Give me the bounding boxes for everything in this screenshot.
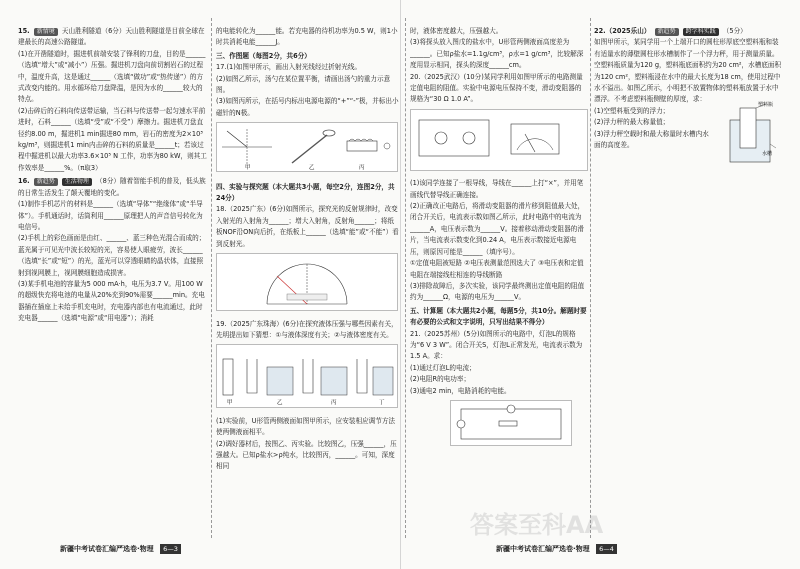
life-physics-tag: 生活物理 <box>62 178 92 186</box>
section-3-heading: 三、作图题（每图2分，共6分） <box>216 51 311 60</box>
page-fold <box>400 0 401 569</box>
question-20-options: ①定值电阻被短路 ②电压表测量范围选大了 ③电压表和定值电阻在端接线柱相连的导线断路 <box>410 259 584 279</box>
figure-label-jia: 甲 <box>245 165 251 172</box>
question-15-heading: 15. 新情境 天山胜利隧道（6分）天山胜利隧道是目前全球在建最长的高速公路隧道。 <box>18 27 205 47</box>
question-17-figures <box>216 122 398 172</box>
question-22-part-1: (1)空塑料瓶受到的浮力； <box>594 106 670 115</box>
bottle-label: 塑料瓶 <box>758 101 774 108</box>
question-20-intro: 20.（2025武汉）(10分)某同学利用如图甲所示的电路测量定值电阻的阻值。实验中电源电压保持不变，滑动变阻器的规格为“30 Ω 1.0 A”。 <box>410 72 583 104</box>
question-21-part-2: (2)电阻R的电功率； <box>410 375 471 384</box>
figure-label-bing: 丙 <box>359 165 365 172</box>
question-19-part-2: (1)实验前，U形管两侧液面如图甲所示，应安装相应调节方法使两侧液面相平。 <box>216 416 396 437</box>
watermark: 答案至科AA <box>470 511 604 539</box>
question-16-heading: 16. 新趋势 生活物理 （8分）随着智能手机的普及，低头族的日常生活发生了颠天覆地的变化。 <box>18 177 206 197</box>
question-22-body <box>594 101 784 186</box>
column-divider <box>590 18 591 538</box>
question-17-part-1: 17.(1)如图甲所示，画出入射光线经过折射光线。 <box>216 63 362 72</box>
question-19-part-3: (2)调好器材后，按图乙、丙实验。比较图乙，压强______，压强越大。已知ρ盐水>ρ纯水，比较图丙，______。可知，深度相同 <box>216 439 397 471</box>
question-17-part-3: (3)如图丙所示，在括号内标出电源电源的“+”“-”极，并标出小磁针的N极。 <box>216 97 399 117</box>
column-2 <box>216 26 399 542</box>
question-22-part-3: (3)浮力秤空载时和最大称量时水槽内水面的高度差。 <box>594 129 709 150</box>
new-trend-tag: 新趋势 <box>34 178 58 186</box>
interdisciplinary-tag: 跨学科实践 <box>683 28 719 36</box>
question-18-figure <box>216 253 398 311</box>
question-16-part-3: (3)某手机电池的容量为5 000 mA·h，电压为3.7 V。用100 W的超级快充将电池的电量从20%充到90%需要______min。充电器插在插座上未给手机充电时，充电器内部也有电流通过，此时充电器______（选填“电源”或“用电器”）；消耗 <box>18 279 205 323</box>
question-19-part-4: (3)将探头放入图戊的盐水中，U形管两侧液面高度差为______。已知ρ盐水=1.1g/cm³，ρ水=1 g/cm³，比较解深度用显示相同，探头的深度______cm。 <box>410 38 584 70</box>
question-22-intro: 如图甲所示，某同学用一个上端开口的圆柱形厚底空塑料瓶和装有适量水的薄壁圆柱形水槽制作了一个浮力秤，用于测量质量。空塑料瓶质量为120 g，塑料瓶底面积约为20 cm²，水槽底面积为120 cm²，塑料瓶浸在水中的最大长度为18 cm，使用过程中水不溢出。如图乙所示，小明把不放置物体的塑料瓶放置于水中漂浮。不考虑塑料瓶侧壁的厚度，求： <box>594 38 782 104</box>
question-20-part-2: (2)正确改正电路后，将滑动变阻器的滑片移到阻值最大处，闭合开关后，电流表示数如图乙所示，此时电路中的电流为______A，电压表示数为______V。接着移动滑动变阻器的滑片，当电流表示数变化到0.24 A，电压表示数接近电源电压，则原因可能是______（填序号）。 <box>410 202 585 256</box>
question-16-part-1: (1)制作手机芯片的材料是______（选填“导体”“绝缘体”或“半导体”）。手机通话时，话筒利用______原理把人的声音信号转化为电信号。 <box>18 200 203 231</box>
question-18-text: 18.（2025广东）(6分)如图所示，探究光的反射规律时，改变入射光的入射角为______；增大入射角，反射角______；将纸板NOF沿ON向后折，在纸板上______（选填“能”或“不能”）看到反射光。 <box>216 205 399 248</box>
figure-label-bing: 丙 <box>331 400 337 407</box>
section-4-heading: 四、实验与探究题（本大题共3小题，每空2分，连图2分，共24分） <box>216 182 395 203</box>
question-15-part-2: (2)击碎后的石料向传送带运输，当石料与传送带一起匀速水平前进时，石料______（选填“受”或“不受”）摩擦力。掘进机刀盘直径约8.00 m，掘进机1 min掘进80 mm，岩石的密度为2×10³ kg/m³，则掘进机1 min内击碎的石料的质量是______t；若该过程中掘进机以最大功率3.6×10⁵ N 工作，功率为80 kW，则其工作效率是______%。（π取3） <box>18 106 207 172</box>
footer-left: 新疆中考试卷汇编严选卷·物理 6—3 <box>60 540 360 558</box>
new-trend-tag: 新趋势 <box>655 28 679 36</box>
question-19-part-1: 19.（2025广东珠海）(6分)在探究液体压强与哪些因素有关，先明提出如下猜想：①与液体深度有关；②与液体密度有关。 <box>216 319 398 339</box>
page-number-left: 6—3 <box>160 544 181 554</box>
question-16-part-3-cont: 的电能转化为______能。若充电器的待机功率为0.5 W，则1小时共消耗电能______J。 <box>216 27 398 47</box>
tank-label: 水槽 <box>762 150 773 157</box>
section-5-heading: 五、计算题（本大题共2小题，每题5分，共10分。解题时要有必要的公式和文字说明，只写出结果不得分） <box>410 306 587 327</box>
figure-label-yi: 乙 <box>277 400 283 407</box>
question-21-circuit <box>450 400 572 446</box>
question-21-part-1: (1)通过灯泡L的电流； <box>410 363 476 372</box>
column-4 <box>594 26 784 326</box>
column-1 <box>18 26 208 542</box>
figure-label-jia: 甲 <box>227 400 233 407</box>
question-21-intro: 21.（2025苏州）(5分)如图所示的电路中，灯泡L的规格为“6 V 3 W”。闭合开关S，灯泡L正常发光，电流表示数为1.5 A。求： <box>410 329 583 361</box>
footer-right: 新疆中考试卷汇编严选卷·物理 6—4 <box>496 540 796 558</box>
question-22-figure <box>722 100 784 168</box>
question-21-part-3: (3)通电2 min，电路消耗的电能。 <box>410 386 511 395</box>
question-16-part-2: (2)手机上的彩色画面是由红、______、蓝三种色光混合而成的；蓝光属于可见光中波长较短的光，容易使人眼疲劳，波长______（选填“长”或“短”）的光，蓝光可以穿透眼睛的晶状体，直接照射到视网膜上，视网膜细胞造成损害。 <box>18 234 206 277</box>
question-15-part-1: (1)在开凿隧道时，掘进机前端安装了锋利的刀盘，目的是______（选填“增大”或“减小”）压强。掘进机刀盘向前切割岩石的过程中，温度升高，这是通过______（选填“做功”或“热传递”）的方式改变内能的。用水循环给刀盘降温，是因为水的______较大的特点。 <box>18 49 206 104</box>
question-22-heading: 22.（2025乐山） 新趋势 跨学科实践 （5分） <box>594 27 747 35</box>
page-number-right: 6—4 <box>596 544 617 554</box>
question-17-part-2: (2)如图乙所示，汤勺在某位置平衡，请画出汤勺的重力示意图。 <box>216 74 391 95</box>
column-divider <box>211 18 212 538</box>
question-19-figures <box>216 344 398 408</box>
question-20-part-1: (1)该同学连接了一根导线，导线在______上打“×”，并用笔画线代替导线正确连接。 <box>410 179 584 199</box>
question-19-part-3-cont: 时，液体密度越大，压强越大。 <box>410 27 503 35</box>
new-context-tag: 新情境 <box>34 28 58 36</box>
figure-label-yi: 乙 <box>309 165 315 172</box>
column-3 <box>410 26 588 542</box>
question-22-part-2: (2)浮力秤的最大称量值； <box>594 118 670 127</box>
question-20-part-3: (3)排除故障后，多次实验，该同学最终测出定值电阻的阻值约为______Ω，电源的电压为______V。 <box>410 281 585 302</box>
question-20-figures <box>410 109 588 171</box>
figure-label-ding: 丁 <box>379 400 385 407</box>
column-divider <box>405 18 406 538</box>
